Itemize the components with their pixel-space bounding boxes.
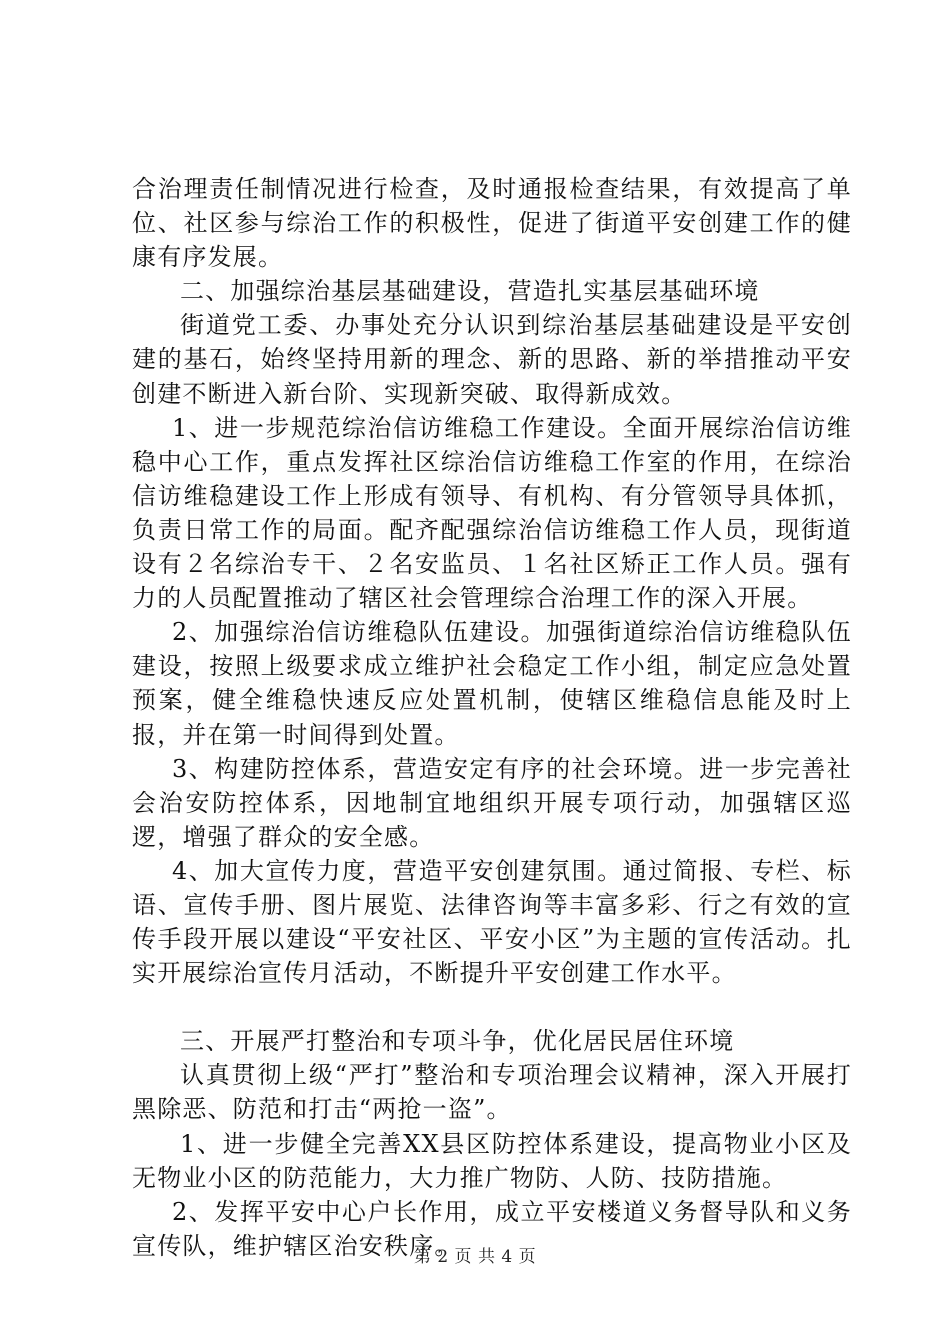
paragraph-item-2-2: 2、加强综治信访维稳队伍建设。加强街道综治信访维稳队伍建设，按照上级要求成立维护社会稳定工作小组，制定应急处置预案，健全维稳快速反应处置机制，使辖区维稳信息能及时上报，并在第一时间得到处置。 (132, 618, 852, 749)
paragraph-item-2-3: 3、构建防控体系，营造安定有序的社会环境。进一步完善社会治安防控体系，因地制宜地组织开展专项行动，加强辖区巡逻，增强了群众的安全感。 (132, 754, 852, 851)
paragraph-item-3-2: 2、发挥平安中心户长作用，成立平安楼道义务督导队和义务宣传队，维护辖区治安秩序。 (132, 1197, 852, 1260)
paragraph-item-2-1: 1、进一步规范综治信访维稳工作建设。全面开展综治信访维稳中心工作，重点发挥社区综治信访维稳工作室的作用，在综治信访维稳建设工作上形成有领导、有机构、有分管领导具体抓，负责日常工作的局面。配齐配强综治信访维稳工作人员，现街道设有２名综治专干、２名安监员、１名社区矫正工作人员。强有力的人员配置推动了辖区社会管理综合治理工作的深入开展。 (132, 413, 852, 613)
paragraph-section-2-intro: 街道党工委、办事处充分认识到综治基层基础建设是平安创建的基石，始终坚持用新的理念、新的思路、新的举措推动平安创建不断进入新台阶、实现新突破、取得新成效。 (132, 311, 852, 408)
paragraph-item-3-1: 1、进一步健全完善XX县区防控体系建设，提高物业小区及无物业小区的防范能力，大力推广物防、人防、技防措施。 (132, 1129, 852, 1192)
paragraph-continuation: 合治理责任制情况进行检查，及时通报检查结果，有效提高了单位、社区参与综治工作的积极性，促进了街道平安创建工作的健康有序发展。 (132, 175, 852, 272)
paragraph-item-2-4: 4、加大宣传力度，营造平安创建氛围。通过简报、专栏、标语、宣传手册、图片展览、法律咨询等丰富多彩、行之有效的宣传手段开展以建设“平安社区、平安小区”为主题的宣传活动。扎实开展综治宣传月活动，不断提升平安创建工作水平。 (132, 856, 852, 988)
section-heading-3: 三、开展严打整治和专项斗争，优化居民居住环境 (180, 1027, 735, 1056)
blank-line (132, 990, 852, 1024)
page-number-footer: 第 2 页 共 4 页 (413, 1247, 537, 1267)
document-body (132, 172, 852, 1263)
paragraph-section-3-intro: 认真贯彻上级“严打”整治和专项治理会议精神，深入开展打黑除恶、防范和打击“两抢一盗”。 (132, 1061, 852, 1124)
section-heading-2: 二、加强综治基层基础建设，营造扎实基层基础环境 (180, 277, 760, 306)
